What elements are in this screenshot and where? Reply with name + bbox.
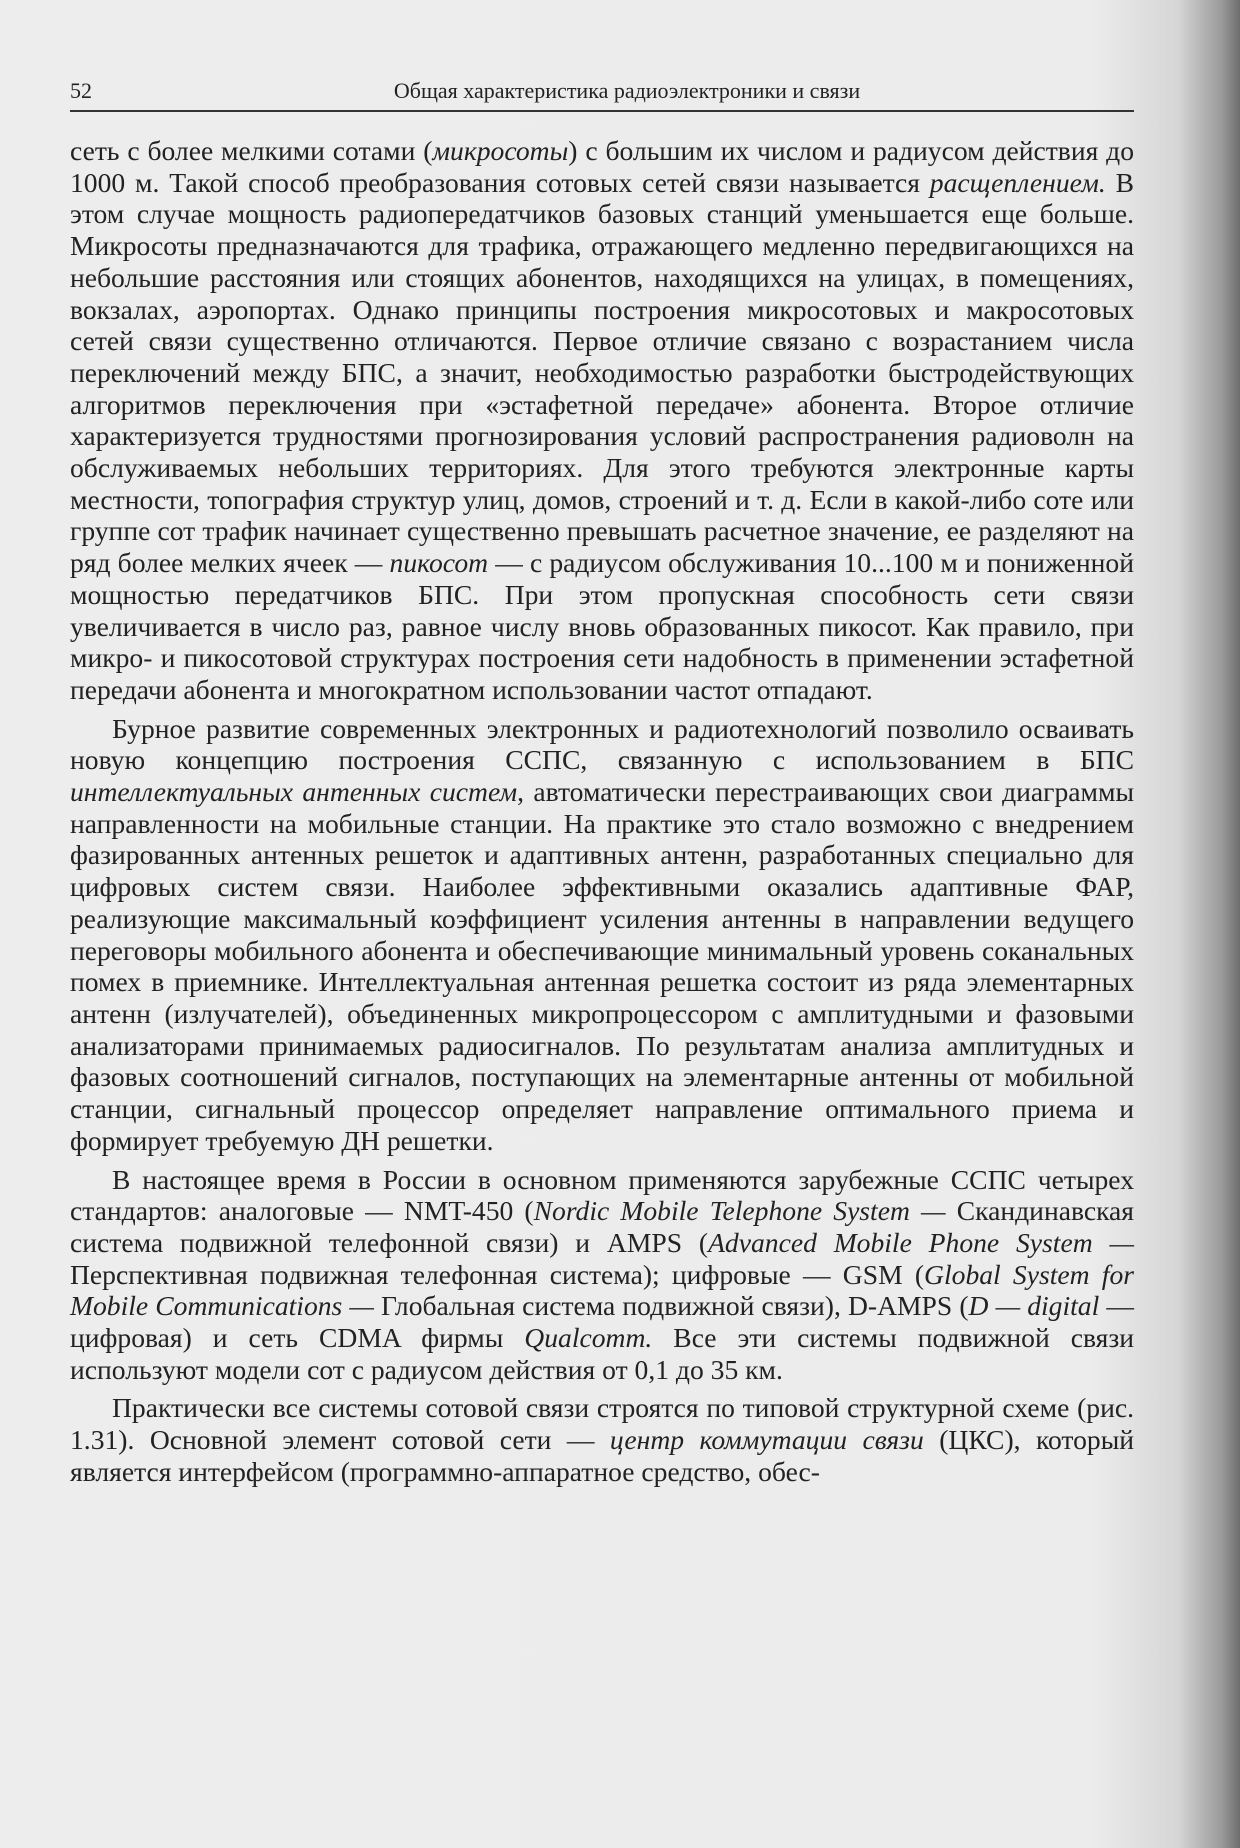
italic-text: интеллектуальных антенных систем: [70, 776, 518, 808]
italic-text: Global System for Mobile Communications —: [70, 1258, 1134, 1322]
text-run: Практически все системы сотовой связи строятся по типовой структурной схеме (рис. 1.31). Основной элемент сотовой сети —: [70, 1392, 1134, 1456]
paragraph: [70, 135, 1134, 706]
paragraph: [70, 713, 1134, 1157]
text-run: — с радиусом обслуживания 10...100 м и пониженной мощностью передатчиков БПС. При этом пропускная способность сети связи увеличивается в число раз, равное числу вновь образованных пикосот. Как правило, при микро- и пикосотовой структурах построения сети надобность в применении эстафетной передачи абонента и многократном использовании частот отпадают.: [70, 547, 1134, 705]
text-run: Перспективная подвижная телефонная система); цифровые — GSM (: [70, 1258, 925, 1290]
text-run: ) с большим их числом и радиусом действия до 1000 м. Такой способ преобразования сотовых сетей связи называется: [70, 135, 1134, 198]
text-run: , автоматически перестраивающих свои диаграммы направленности на мобильные станции. На практике это стало возможно с внедрением фазированных антенных решеток и адаптивных антенн, разработанных специально для цифровых систем связи. Наиболее эффективными оказались адаптивные ФАР, реализующие максимальный коэффициент усиления антенны в направлении ведущего переговоры мобильного абонента и обеспечивающие минимальный уровень соканальных помех в приемнике. Интеллектуальная антенная решетка состоит из ряда элементарных антенн (излучателей), объединенных микропроцессором с амплитудными и фазовыми анализаторами принимаемых радиосигналов. По результатам анализа амплитудных и фазовых соотношений сигналов, поступающих на элементарные антенны от мобильной станции, сигнальный процессор определяет направление оптимального приема и формирует требуемую ДН решетки.: [70, 776, 1134, 1156]
paragraph: [70, 1392, 1134, 1487]
text-run: Бурное развитие современных электронных и радиотехнологий позволило осваивать новую концепцию построения ССПС, связанную с использованием в БПС: [70, 712, 1134, 776]
italic-text: расщеплением.: [929, 166, 1106, 198]
page-number: 52: [70, 78, 92, 103]
text-run: Все эти системы подвижной связи используют модели сот с радиусом действия от 0,1 до 35 км.: [70, 1322, 1134, 1385]
italic-text: центр коммутации связи: [609, 1424, 924, 1456]
italic-text: D — digital: [968, 1290, 1100, 1322]
text-run: В настоящее время в России в основном применяются зарубежные ССПС четырех стандартов: аналоговые — NMT-450 (: [70, 1163, 1134, 1227]
text-run: Скандинавская система подвижной телефонной связи) и AMPS (: [70, 1195, 1134, 1258]
italic-text: Advanced Mobile Phone System —: [708, 1226, 1134, 1258]
text-run: — цифровая) и сеть CDMA фирмы: [70, 1290, 1134, 1354]
text-run: Глобальная система подвижной связи), D-AMPS (: [373, 1290, 969, 1322]
text-run: (ЦКС), который является интерфейсом (программно-аппаратное средство, обес-: [70, 1424, 1135, 1487]
text-run: В этом случае мощность радиопередатчиков базовых станций уменьшается еще больше. Микросоты предназначаются для трафика, отражающего медленно передвигающихся на небольшие расстояния или стоящих абонентов, находящихся на улицах, в помещениях, вокзалах, аэропортах. Однако принципы построения микросотовых и макросотовых сетей связи существенно отличаются. Первое отличие связано с возрастанием числа переключений между БПС, а значит, необходимостью разработки быстродействующих алгоритмов переключения при «эстафетной передаче» абонента. Второе отличие характеризуется трудностями прогнозирования условий распространения радиоволн на обслуживаемых небольших территориях. Для этого требуются электронные карты местности, топография структур улиц, домов, строений и т. д. Если в какой-либо соте или группе сот трафик начинает существенно превышать расчетное значение, ее разделяют на ряд более мелких ячеек —: [70, 166, 1134, 579]
italic-text: Nordic Mobile Telephone System —: [533, 1195, 946, 1227]
italic-text: микросоты: [432, 135, 569, 166]
body-text: [70, 135, 1134, 1488]
italic-text: пикосот: [389, 547, 489, 579]
page-header: [70, 78, 1134, 112]
italic-text: Qualcomm.: [524, 1322, 653, 1354]
text-run: сеть с более мелкими сотами (: [70, 135, 433, 166]
running-title: Общая характеристика радиоэлектроники и связи: [393, 78, 861, 103]
paragraph: [70, 1164, 1134, 1386]
